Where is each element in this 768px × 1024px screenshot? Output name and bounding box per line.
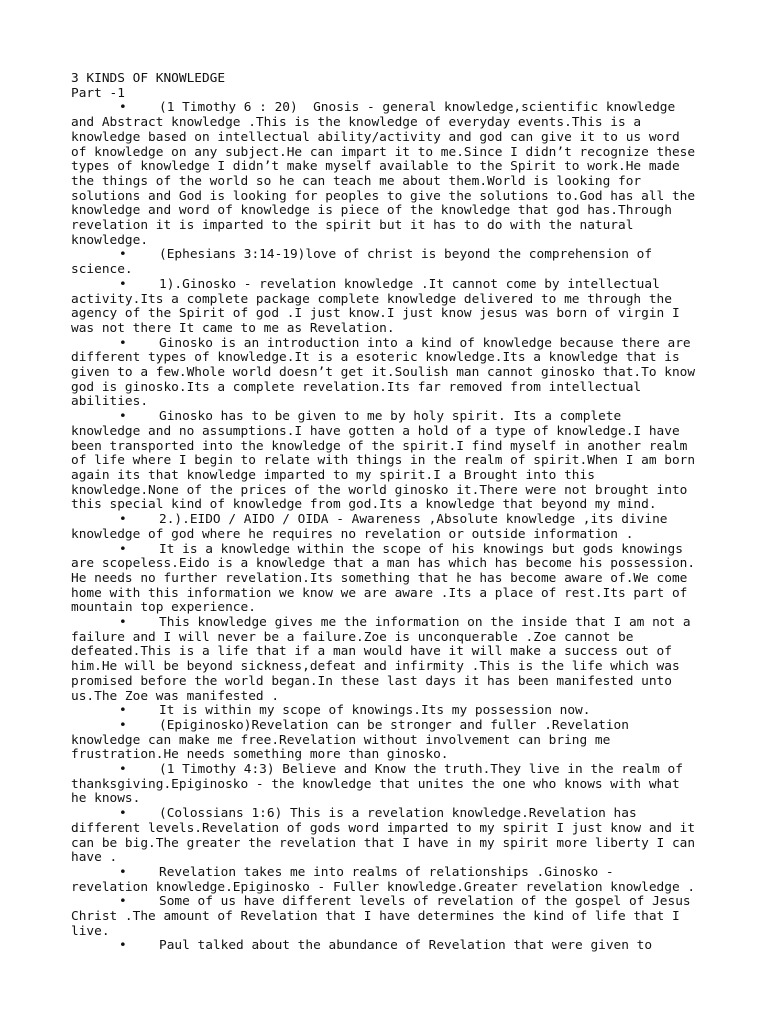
bullet-icon: •: [119, 247, 127, 263]
bullet-icon: •: [119, 100, 127, 116]
list-item-text: Revelation takes me into realms of relationships .Ginosko - revelation knowledge.Epiginosko - Fuller knowledge.Greater revelation knowledge .: [71, 864, 696, 895]
bullet-icon: •: [119, 703, 127, 719]
list-item: [71, 278, 698, 337]
bullet-icon: •: [119, 335, 127, 351]
bullet-icon: •: [119, 938, 127, 954]
list-item: [71, 719, 698, 763]
list-item: [71, 939, 698, 954]
list-item-text: (Colossians 1:6) This is a revelation knowledge.Revelation has different levels.Revelation of gods word imparted to my spirit I just know and it can be big.The greater the revelation that I have in my spirit more liberty I can have .: [71, 806, 703, 866]
bullet-icon: •: [119, 615, 127, 631]
list-item-text: (1 Timothy 4:3) Believe and Know the truth.They live in the realm of thanksgiving.Epiginosko - the knowledge that unites the one who knows with what he knows.: [71, 762, 691, 807]
bullet-icon: •: [119, 409, 127, 425]
list-item-text: This knowledge gives me the information on the inside that I am not a failure and I will never be a failure.Zoe is unconquerable .Zoe cannot be defeated.This is a life that if a man would have it will make a success out of him.He will be beyond sickness,defeat and infirmity .This is the life which was promised before the world began.In these last days it has been manifested unto us.The Zoe was manifested .: [71, 615, 699, 704]
list-item: [71, 616, 698, 704]
bullet-list: [71, 100, 703, 954]
list-item: [71, 100, 703, 248]
list-item-text: Paul talked about the abundance of Revelation that were given to: [159, 938, 653, 954]
list-item: [71, 763, 698, 807]
list-item: [71, 704, 698, 719]
list-item-text: (Ephesians 3:14-19)love of christ is beyond the comprehension of science.: [71, 247, 660, 278]
bullet-icon: •: [119, 806, 127, 822]
bullet-icon: •: [119, 762, 127, 778]
list-item: [71, 541, 703, 617]
list-item: [71, 409, 703, 513]
list-item: [71, 806, 703, 866]
list-item: [71, 895, 698, 939]
list-item-text: (Epiginosko)Revelation can be stronger and fuller .Revelation knowledge can make me free.Revelation without involvement can bring me frustration.He needs something more than ginosko.: [71, 717, 637, 763]
list-item-text: It is within my scope of knowings.Its my possession now.: [159, 703, 591, 719]
bullet-icon: •: [119, 541, 127, 557]
list-item: [71, 248, 698, 277]
bullet-icon: •: [119, 864, 127, 880]
list-item-text: 2.).EIDO / AIDO / OIDA - Awareness ,Absolute knowledge ,its divine knowledge of god where he requires no revelation or outside information .: [71, 512, 676, 542]
list-item-text: Some of us have different levels of revelation of the gospel of Jesus Christ .The amount of Revelation that I have determines the kind of life that I live.: [71, 894, 699, 939]
document-title: 3 KINDS OF KNOWLEDGE: [71, 71, 226, 86]
list-item-text: (1 Timothy 6 : 20) Gnosis - general knowledge,scientific knowledge and Abstract knowledge .This is the knowledge of everyday events.This is a knowledge based on intellectual ability/activity and god can give it to us word of knowledge on any subject.He can impart it to me.Since I didn’t recognize these types of knowledge I didn’t make myself available to the Spirit to work.He made the things of the world so he can teach me about them.World is looking for solutions and God is looking for peoples to give the solutions to.God has all the knowledge and word of knowledge is piece of the knowledge that god has.Through revelation it is imparted to the spirit but it has to do with the natural knowledge.: [71, 100, 703, 248]
list-item-text: Ginosko is an introduction into a kind of knowledge because there are different types of knowledge.It is a esoteric knowledge.Its a knowledge that is given to a few.Whole world doesn’t get it.Soulish man cannot ginosko that.To know god is ginosko.Its a complete revelation.Its far removed from intellectual abilities.: [71, 335, 703, 410]
bullet-icon: •: [119, 276, 127, 292]
list-item-text: It is a knowledge within the scope of his knowings but gods knowings are scopeless.Eido is a knowledge that a man has which has become his possession. He needs no further revelation.Its something that he has become aware of.We come home with this information we know we are aware .Its a place of rest.Its part of mountain top experience.: [71, 541, 703, 616]
list-item: [71, 513, 698, 542]
bullet-icon: •: [119, 512, 127, 528]
list-item-text: Ginosko has to be given to me by holy spirit. Its a complete knowledge and no assumptions.I have gotten a hold of a type of knowledge.I have been transported into the knowledge of the spirit.I find myself in another realm of life where I begin to relate with things in the realm of spirit.When I am born again its that knowledge imparted to my spirit.I a Brought into this knowledge.None of the prices of the world ginosko it.There were not brought into this special kind of knowledge from god.Its a knowledge that beyond my mind.: [71, 409, 703, 513]
list-item: [71, 866, 698, 895]
bullet-icon: •: [119, 894, 127, 910]
list-item-text: 1).Ginosko - revelation knowledge .It cannot come by intellectual activity.Its a complete package complete knowledge delivered to me through the agency of the Spirit of god .I just know.I just know jesus was born of virgin I was not there It came to me as Revelation.: [71, 276, 688, 336]
document-part: Part -1: [71, 85, 125, 101]
list-item: [71, 335, 703, 411]
bullet-icon: •: [119, 717, 127, 733]
